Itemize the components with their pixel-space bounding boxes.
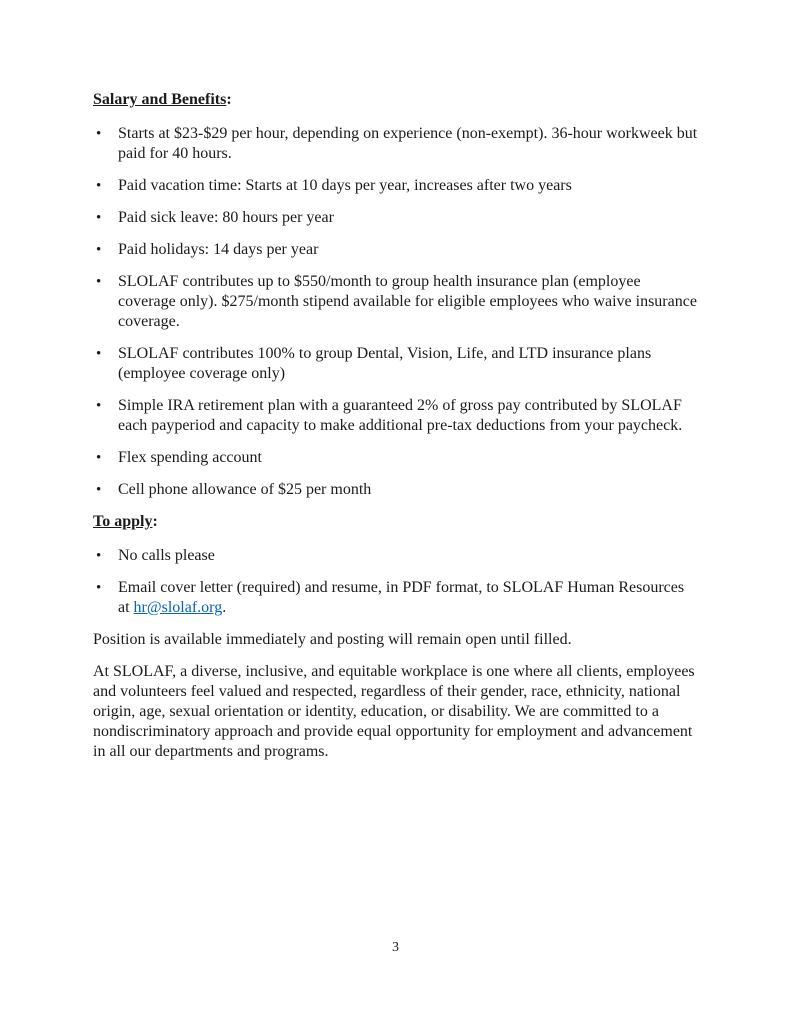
list-item xyxy=(93,480,698,500)
list-item-text: Simple IRA retirement plan with a guaranteed 2% of gross pay contributed by SLOLAF each payperiod and capacity to make additional pre-tax deductions from your paycheck. xyxy=(118,397,683,434)
list-item xyxy=(93,578,698,618)
list-item-text: Paid holidays: 14 days per year xyxy=(118,241,319,258)
bullet-icon: • xyxy=(96,126,102,142)
bullet-icon: • xyxy=(96,274,102,290)
salary-benefits-list xyxy=(93,124,698,500)
list-item xyxy=(93,208,698,228)
section-heading-to-apply xyxy=(93,512,698,532)
heading-colon: : xyxy=(226,91,232,108)
equal-opportunity-paragraph: At SLOLAF, a diverse, inclusive, and equitable workplace is one where all clients, employees and volunteers feel valued and respected, regardless of their gender, race, ethnicity, national origin, age, sexual orientation or identity, education, or disability. We are committed to a nondiscriminatory approach and provide equal opportunity for employment and advancement in all our departments and programs. xyxy=(93,663,695,760)
list-item xyxy=(93,176,698,196)
list-item-text: Flex spending account xyxy=(118,449,262,466)
heading-colon: : xyxy=(152,513,158,530)
list-item-text: Paid sick leave: 80 hours per year xyxy=(118,209,334,226)
list-item-text: Paid vacation time: Starts at 10 days per year, increases after two years xyxy=(118,177,572,194)
availability-paragraph: Position is available immediately and posting will remain open until filled. xyxy=(93,631,572,648)
bullet-icon: • xyxy=(96,398,102,414)
list-item xyxy=(93,240,698,260)
heading-text: To apply xyxy=(93,513,153,530)
list-item xyxy=(93,448,698,468)
page-number: 3 xyxy=(392,940,399,955)
list-item-text: SLOLAF contributes 100% to group Dental, Vision, Life, and LTD insurance plans (employee coverage only) xyxy=(118,345,652,382)
bullet-icon: • xyxy=(96,482,102,498)
list-item-text: No calls please xyxy=(118,547,215,564)
list-item xyxy=(93,396,698,436)
bullet-icon: • xyxy=(96,346,102,362)
list-item xyxy=(93,546,698,566)
bullet-icon: • xyxy=(96,548,102,564)
list-item xyxy=(93,272,698,332)
bullet-icon: • xyxy=(96,450,102,466)
email-instruction-text: Email cover letter (required) and resume, in PDF format, to SLOLAF Human Resources at xyxy=(118,579,685,616)
bullet-icon: • xyxy=(96,242,102,258)
sentence-period: . xyxy=(222,599,227,616)
list-item-text: Starts at $23-$29 per hour, depending on experience (non-exempt). 36-hour workweek but paid for 40 hours. xyxy=(118,125,698,162)
list-item-text: SLOLAF contributes up to $550/month to group health insurance plan (employee coverage only). $275/month stipend available for eligible employees who waive insurance coverage. xyxy=(118,273,697,330)
section-heading-salary-benefits xyxy=(93,90,698,110)
list-item xyxy=(93,344,698,384)
email-link[interactable]: hr@slolaf.org xyxy=(133,599,223,616)
bullet-icon: • xyxy=(96,580,102,596)
heading-text: Salary and Benefits xyxy=(93,91,227,108)
list-item xyxy=(93,124,698,164)
bullet-icon: • xyxy=(96,210,102,226)
document-content xyxy=(93,90,698,774)
list-item-text: Cell phone allowance of $25 per month xyxy=(118,481,372,498)
bullet-icon: • xyxy=(96,178,102,194)
to-apply-list xyxy=(93,546,698,618)
list-item-text xyxy=(118,578,698,618)
